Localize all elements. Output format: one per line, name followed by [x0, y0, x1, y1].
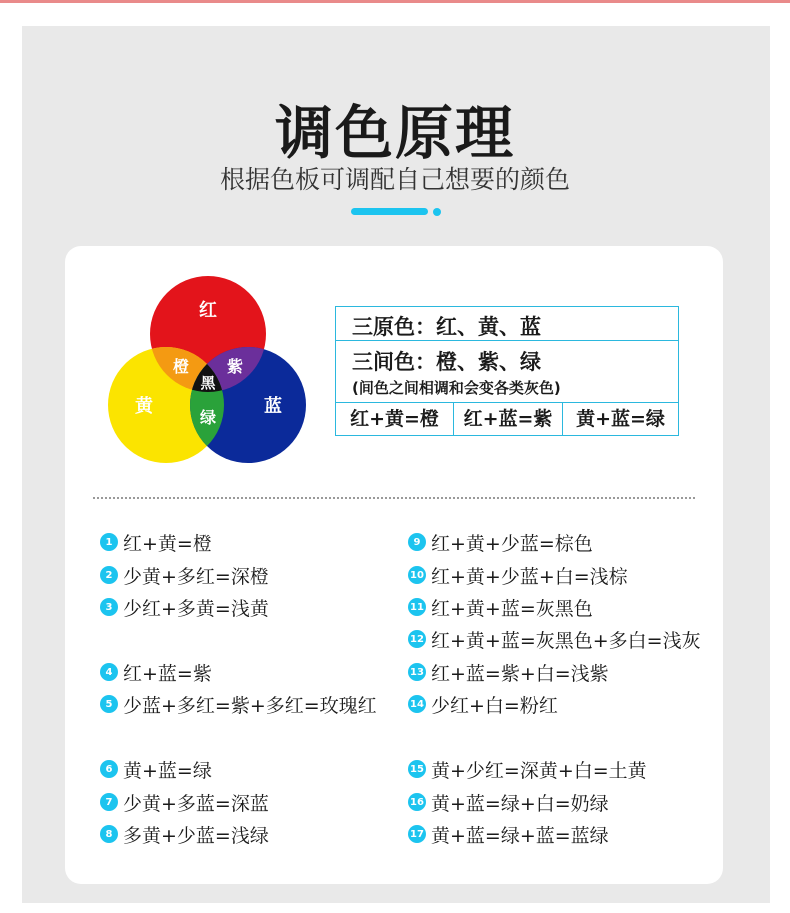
mix-row: [336, 403, 678, 435]
recipe-item: [408, 563, 628, 587]
number-badge-icon: 2: [100, 566, 118, 584]
recipe-item: [100, 822, 269, 846]
recipe-item: [100, 757, 212, 781]
number-badge-icon: 14: [408, 695, 426, 713]
number-badge-icon: 15: [408, 760, 426, 778]
recipe-text: 少黄+多蓝=深蓝: [123, 792, 269, 815]
recipe-item: [100, 563, 269, 587]
number-badge-icon: 10: [408, 566, 426, 584]
number-badge-icon: 11: [408, 598, 426, 616]
recipe-item: [408, 692, 558, 716]
recipe-text: 红+黄+蓝=灰黑色: [431, 597, 593, 620]
secondary-colors-text: 三间色：橙、紫、绿: [352, 350, 541, 374]
recipe-text: 红+蓝=紫: [123, 662, 212, 685]
recipe-item: [408, 595, 593, 619]
label-purple: 紫: [226, 357, 244, 376]
number-badge-icon: 1: [100, 533, 118, 551]
number-badge-icon: 13: [408, 663, 426, 681]
number-badge-icon: 4: [100, 663, 118, 681]
number-badge-icon: 9: [408, 533, 426, 551]
recipe-text: 少红+白=粉红: [431, 694, 558, 717]
recipe-item: [408, 660, 609, 684]
label-red: 红: [199, 300, 217, 321]
number-badge-icon: 7: [100, 793, 118, 811]
recipe-item: [100, 692, 377, 716]
recipe-text: 少红+多黄=浅黄: [123, 597, 269, 620]
recipe-item: [408, 757, 647, 781]
title-underline-dot: [433, 208, 441, 216]
recipe-item: [100, 595, 269, 619]
page-title: 调色原理: [274, 99, 515, 167]
recipe-item: [408, 822, 609, 846]
top-accent-line: [0, 0, 790, 3]
dotted-divider: [93, 497, 695, 499]
recipe-item: [408, 790, 609, 814]
mix-cell: 红+黄=橙: [336, 403, 454, 435]
recipe-text: 红+黄=橙: [123, 532, 212, 555]
number-badge-icon: 5: [100, 695, 118, 713]
number-badge-icon: 17: [408, 825, 426, 843]
label-green: 绿: [199, 408, 217, 427]
recipe-item: [408, 627, 701, 651]
recipe-item: [100, 660, 212, 684]
recipe-text: 黄+蓝=绿+蓝=蓝绿: [431, 824, 609, 847]
recipe-text: 红+黄+少蓝=棕色: [431, 532, 593, 555]
recipe-text: 黄+少红=深黄+白=土黄: [431, 759, 647, 782]
recipe-item: [408, 530, 593, 554]
recipe-text: 黄+蓝=绿+白=奶绿: [431, 792, 609, 815]
number-badge-icon: 6: [100, 760, 118, 778]
label-blue: 蓝: [264, 396, 282, 417]
recipe-text: 多黄+少蓝=浅绿: [123, 824, 269, 847]
secondary-colors-note: (间色之间相调和会变各类灰色): [352, 379, 561, 397]
mix-cell: 红+蓝=紫: [454, 403, 563, 435]
color-rules-table: [335, 306, 679, 436]
title-underline: [351, 208, 428, 215]
secondary-colors-row: [336, 341, 678, 403]
primary-colors-text: 三原色：红、黄、蓝: [352, 315, 541, 339]
label-orange: 橙: [172, 357, 190, 376]
recipe-text: 少黄+多红=深橙: [123, 565, 269, 588]
recipe-item: [100, 530, 212, 554]
recipe-text: 红+蓝=紫+白=浅紫: [431, 662, 609, 685]
number-badge-icon: 3: [100, 598, 118, 616]
number-badge-icon: 12: [408, 630, 426, 648]
page-subtitle: 根据色板可调配自己想要的颜色: [219, 165, 570, 194]
recipe-text: 少蓝+多红=紫+多红=玫瑰红: [123, 694, 377, 717]
mix-cell: 黄+蓝=绿: [576, 408, 665, 430]
number-badge-icon: 16: [408, 793, 426, 811]
recipe-text: 红+黄+蓝=灰黑色+多白=浅灰: [431, 629, 701, 652]
primary-colors-row: [336, 307, 678, 341]
label-black: 黑: [200, 374, 216, 392]
label-yellow: 黄: [135, 396, 153, 417]
recipe-text: 红+黄+少蓝+白=浅棕: [431, 565, 628, 588]
color-venn-diagram: [102, 274, 312, 470]
recipe-text: 黄+蓝=绿: [123, 759, 212, 782]
number-badge-icon: 8: [100, 825, 118, 843]
recipe-item: [100, 790, 269, 814]
